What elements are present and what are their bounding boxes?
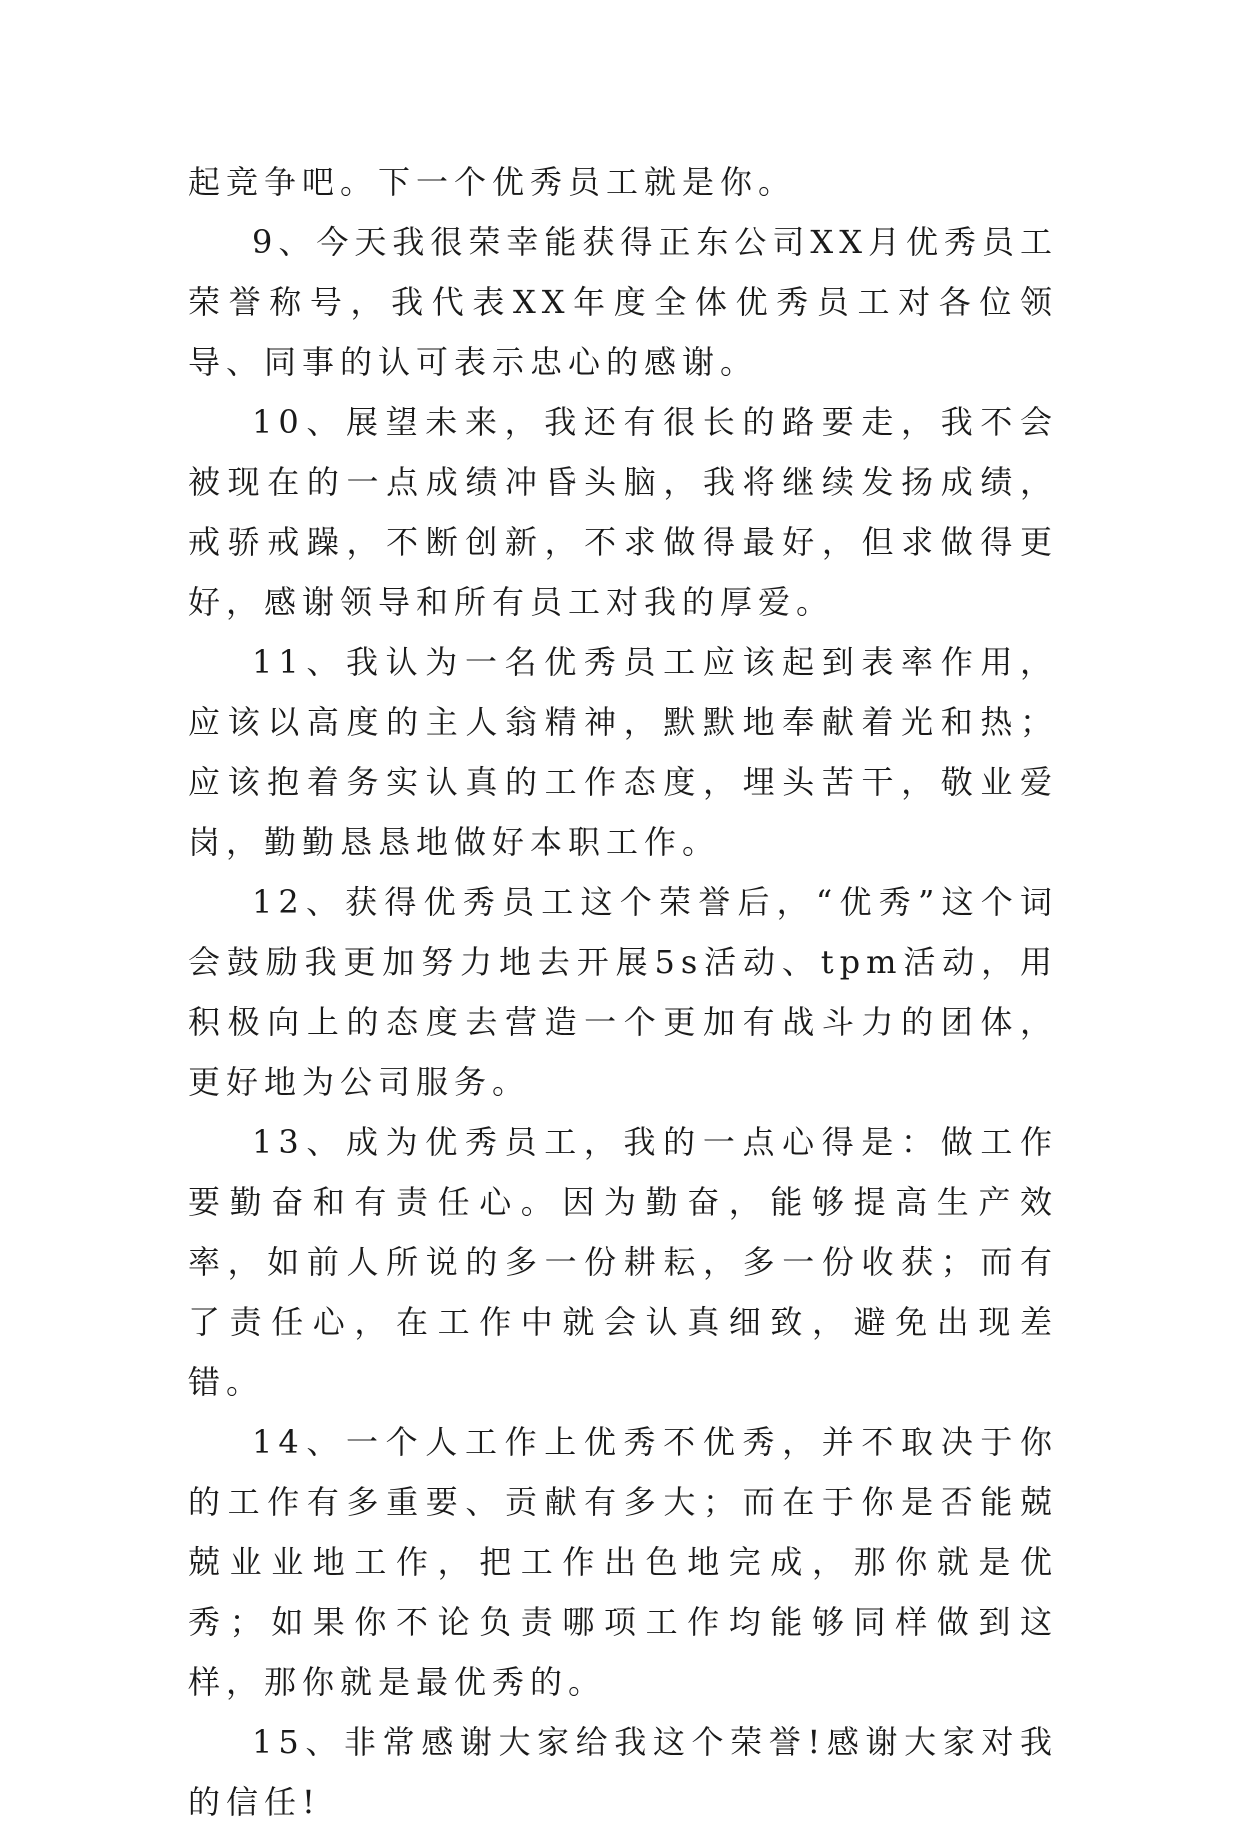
paragraph-13: 13、成为优秀员工，我的一点心得是：做工作要勤奋和有责任心。因为勤奋，能够提高生产效率，如前人所说的多一份耕耘，多一份收获；而有了责任心，在工作中就会认真细致，避免出现差错。 [188, 1123, 1058, 1401]
document-body [188, 152, 1058, 1832]
paragraph-9: 9、今天我很荣幸能获得正东公司XX月优秀员工荣誉称号，我代表XX年度全体优秀员工对各位领导、同事的认可表示忠心的感谢。 [188, 223, 1058, 381]
paragraph-15: 15、非常感谢大家给我这个荣誉!感谢大家对我的信任! [188, 1723, 1058, 1821]
paragraph-10: 10、展望未来，我还有很长的路要走，我不会被现在的一点成绩冲昏头脑，我将继续发扬成绩，戒骄戒躁，不断创新，不求做得最好，但求做得更好，感谢领导和所有员工对我的厚爱。 [188, 403, 1058, 621]
paragraph-11: 11、我认为一名优秀员工应该起到表率作用，应该以高度的主人翁精神，默默地奉献着光和热；应该抱着务实认真的工作态度，埋头苦干，敬业爱岗，勤勤恳恳地做好本职工作。 [188, 643, 1058, 861]
paragraph-12: 12、获得优秀员工这个荣誉后，“优秀”这个词会鼓励我更加努力地去开展5s活动、tpm活动，用积极向上的态度去营造一个更加有战斗力的团体，更好地为公司服务。 [188, 883, 1058, 1101]
paragraph-14: 14、一个人工作上优秀不优秀，并不取决于你的工作有多重要、贡献有多大；而在于你是否能兢兢业业地工作，把工作出色地完成，那你就是优秀；如果你不论负责哪项工作均能够同样做到这样，那你就是最优秀的。 [188, 1423, 1058, 1701]
continuation-paragraph: 起竞争吧。下一个优秀员工就是你。 [188, 163, 797, 201]
